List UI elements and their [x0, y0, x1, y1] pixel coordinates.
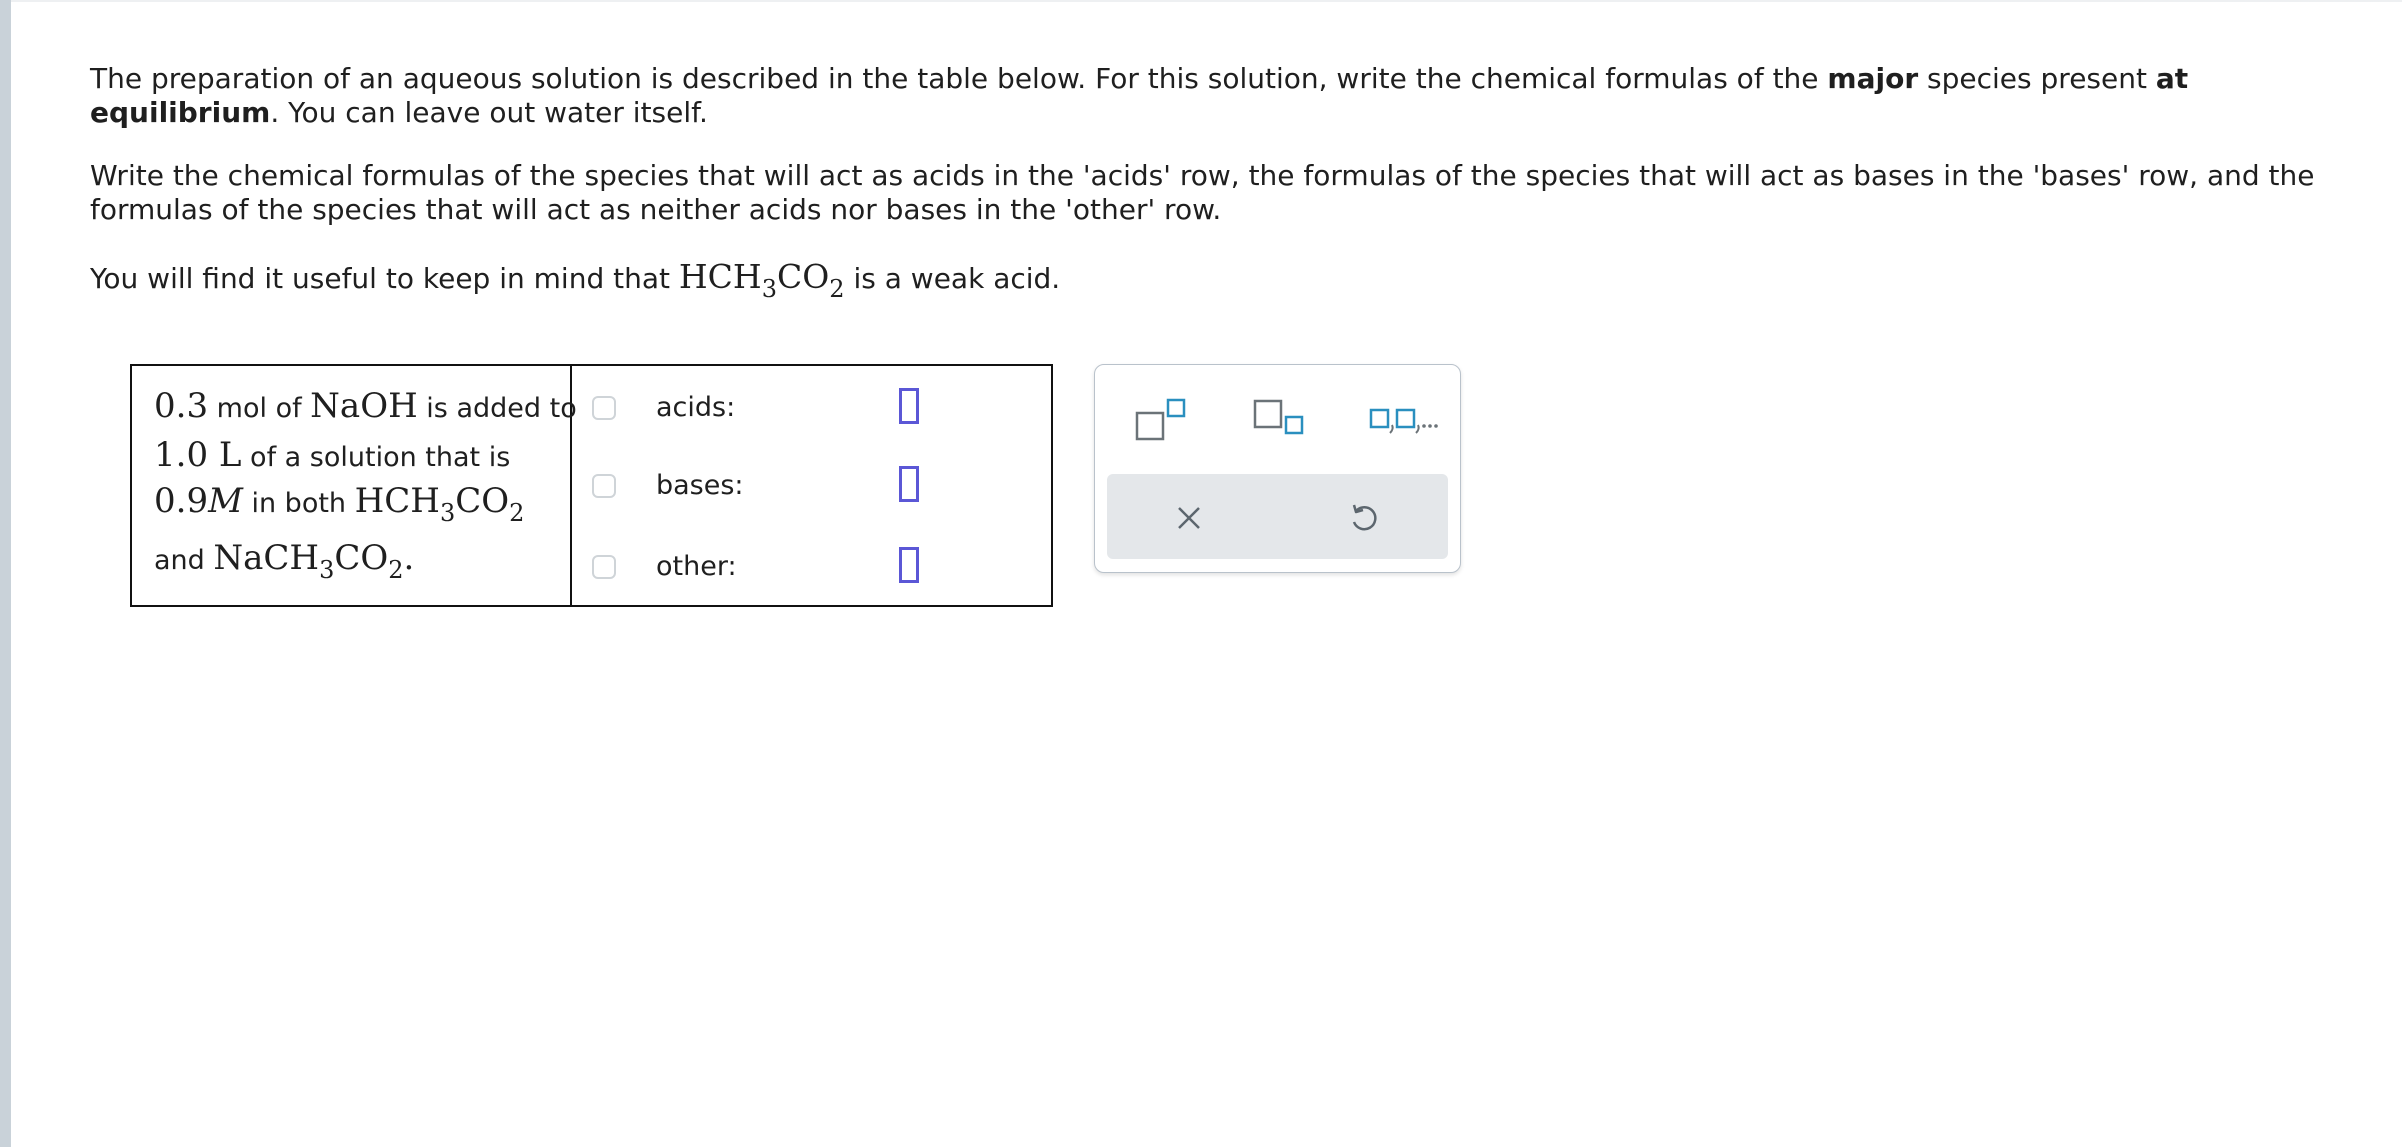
description-line-3: 0.9M in both $HCH_3CO_2$	[154, 481, 525, 527]
palette-tools	[1107, 474, 1448, 559]
instruction-paragraph-2: Write the chemical formulas of the species that will act as acids in the 'acids' row, the formulas of the species that will act as bases in the 'bases' row, and the formulas of the species that will act as neither acids nor bases in the 'other' row.	[90, 159, 2315, 226]
clear-icon	[1167, 496, 1211, 540]
bases-label: bases:	[656, 470, 744, 501]
other-answer-input[interactable]	[899, 547, 919, 583]
question-table	[130, 364, 1053, 607]
description-line-4: and $NaCH_3CO_2$.	[154, 538, 415, 584]
acids-label: acids:	[656, 392, 736, 423]
other-label: other:	[656, 551, 737, 582]
list-button[interactable]	[1357, 395, 1447, 445]
acids-checkbox[interactable]	[592, 396, 616, 420]
subscript-icon	[1253, 395, 1313, 445]
bases-answer-input[interactable]	[899, 466, 919, 502]
description-line-1: 0.3 mol of NaOH is added to	[154, 386, 577, 426]
acids-answer-input[interactable]	[899, 388, 919, 424]
subscript-button[interactable]	[1253, 395, 1313, 445]
superscript-button[interactable]	[1135, 395, 1195, 445]
weak-acid-formula: $HCH_3CO_2$	[678, 257, 845, 303]
other-checkbox[interactable]	[592, 555, 616, 579]
clear-button[interactable]	[1167, 496, 1211, 540]
instruction-paragraph-3: You will find it useful to keep in mind that $HCH_3CO_2$ is a weak acid.	[90, 257, 1061, 303]
list-icon	[1357, 395, 1447, 445]
superscript-icon	[1135, 395, 1195, 445]
instruction-paragraph-1: The preparation of an aqueous solution is described in the table below. For this solution, write the chemical formulas of the major species present at equilibrium. You can leave out water itself.	[90, 62, 2189, 129]
math-input-palette	[1094, 364, 1461, 573]
left-edge-strip	[0, 0, 11, 1147]
solution-description	[132, 366, 577, 605]
undo-icon	[1342, 496, 1386, 540]
bases-checkbox[interactable]	[592, 474, 616, 498]
undo-button[interactable]	[1342, 496, 1386, 540]
description-line-2: 1.0 L of a solution that is	[154, 435, 511, 475]
top-divider	[11, 0, 2402, 2]
